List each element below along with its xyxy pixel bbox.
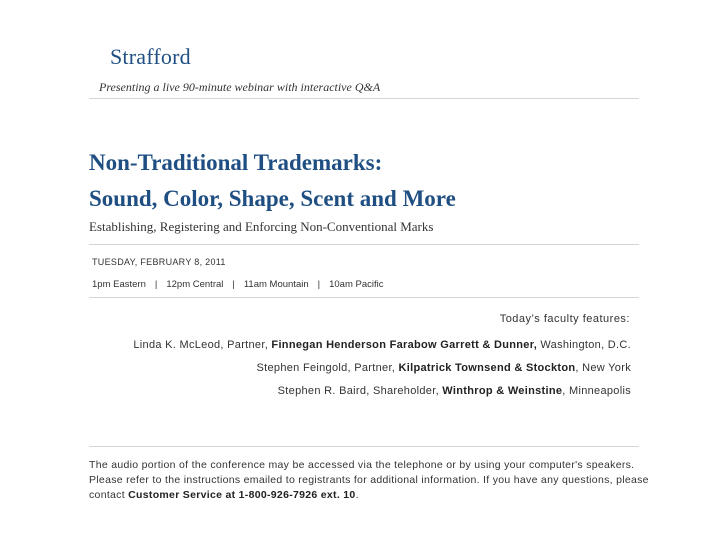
speaker-name: Stephen Feingold, Partner, <box>256 362 399 374</box>
faculty-heading: Today’s faculty features: <box>499 313 630 325</box>
time-pacific: 10am Pacific <box>329 279 384 290</box>
time-mountain: 11am Mountain <box>243 279 309 290</box>
speaker-location: , Minneapolis <box>562 385 631 397</box>
speaker-baird <box>278 385 631 397</box>
webinar-date: TUESDAY, FEBRUARY 8, 2011 <box>92 257 226 267</box>
speaker-firm: Kilpatrick Townsend & Stockton <box>398 362 576 374</box>
header-divider <box>89 98 639 99</box>
speaker-feingold <box>257 362 632 374</box>
time-eastern: 1pm Eastern <box>92 279 146 290</box>
speaker-name: Stephen R. Baird, Shareholder, <box>277 385 443 397</box>
subtitle: Establishing, Registering and Enforcing Non-Conventional Marks <box>89 219 434 234</box>
speaker-mcleod <box>133 339 631 351</box>
title-line-1: Non-Traditional Trademarks: <box>89 150 383 175</box>
speaker-location: Washington, D.C. <box>537 339 631 351</box>
title-divider <box>89 244 639 245</box>
time-separator: | <box>232 279 235 290</box>
webinar-times <box>92 279 383 290</box>
strafford-logo: Strafford <box>110 44 191 69</box>
speaker-firm: Winthrop & Weinstine <box>442 385 563 397</box>
footer-end: . <box>355 489 359 501</box>
footer-divider <box>89 446 639 447</box>
time-separator: | <box>317 279 321 290</box>
speaker-location: , New York <box>575 362 631 374</box>
title-line-2: Sound, Color, Shape, Scent and More <box>89 186 456 211</box>
audio-instructions <box>89 458 649 503</box>
customer-service-contact: Customer Service at 1-800-926-7926 ext. 10 <box>128 489 356 501</box>
schedule-divider <box>89 297 639 298</box>
speaker-firm: Finnegan Henderson Farabow Garrett & Dunner, <box>271 339 538 351</box>
time-central: 12pm Central <box>166 279 224 290</box>
footer-text: The audio portion of the conference may be accessed via the telephone or by using your computer's speakers. Please refer to the instructions emailed to registrants for additional information. If you have any questions, please contact <box>89 459 649 501</box>
time-separator: | <box>154 279 158 290</box>
speaker-name: Linda K. McLeod, Partner, <box>133 339 272 351</box>
tagline: Presenting a live 90-minute webinar with interactive Q&A <box>99 80 381 94</box>
